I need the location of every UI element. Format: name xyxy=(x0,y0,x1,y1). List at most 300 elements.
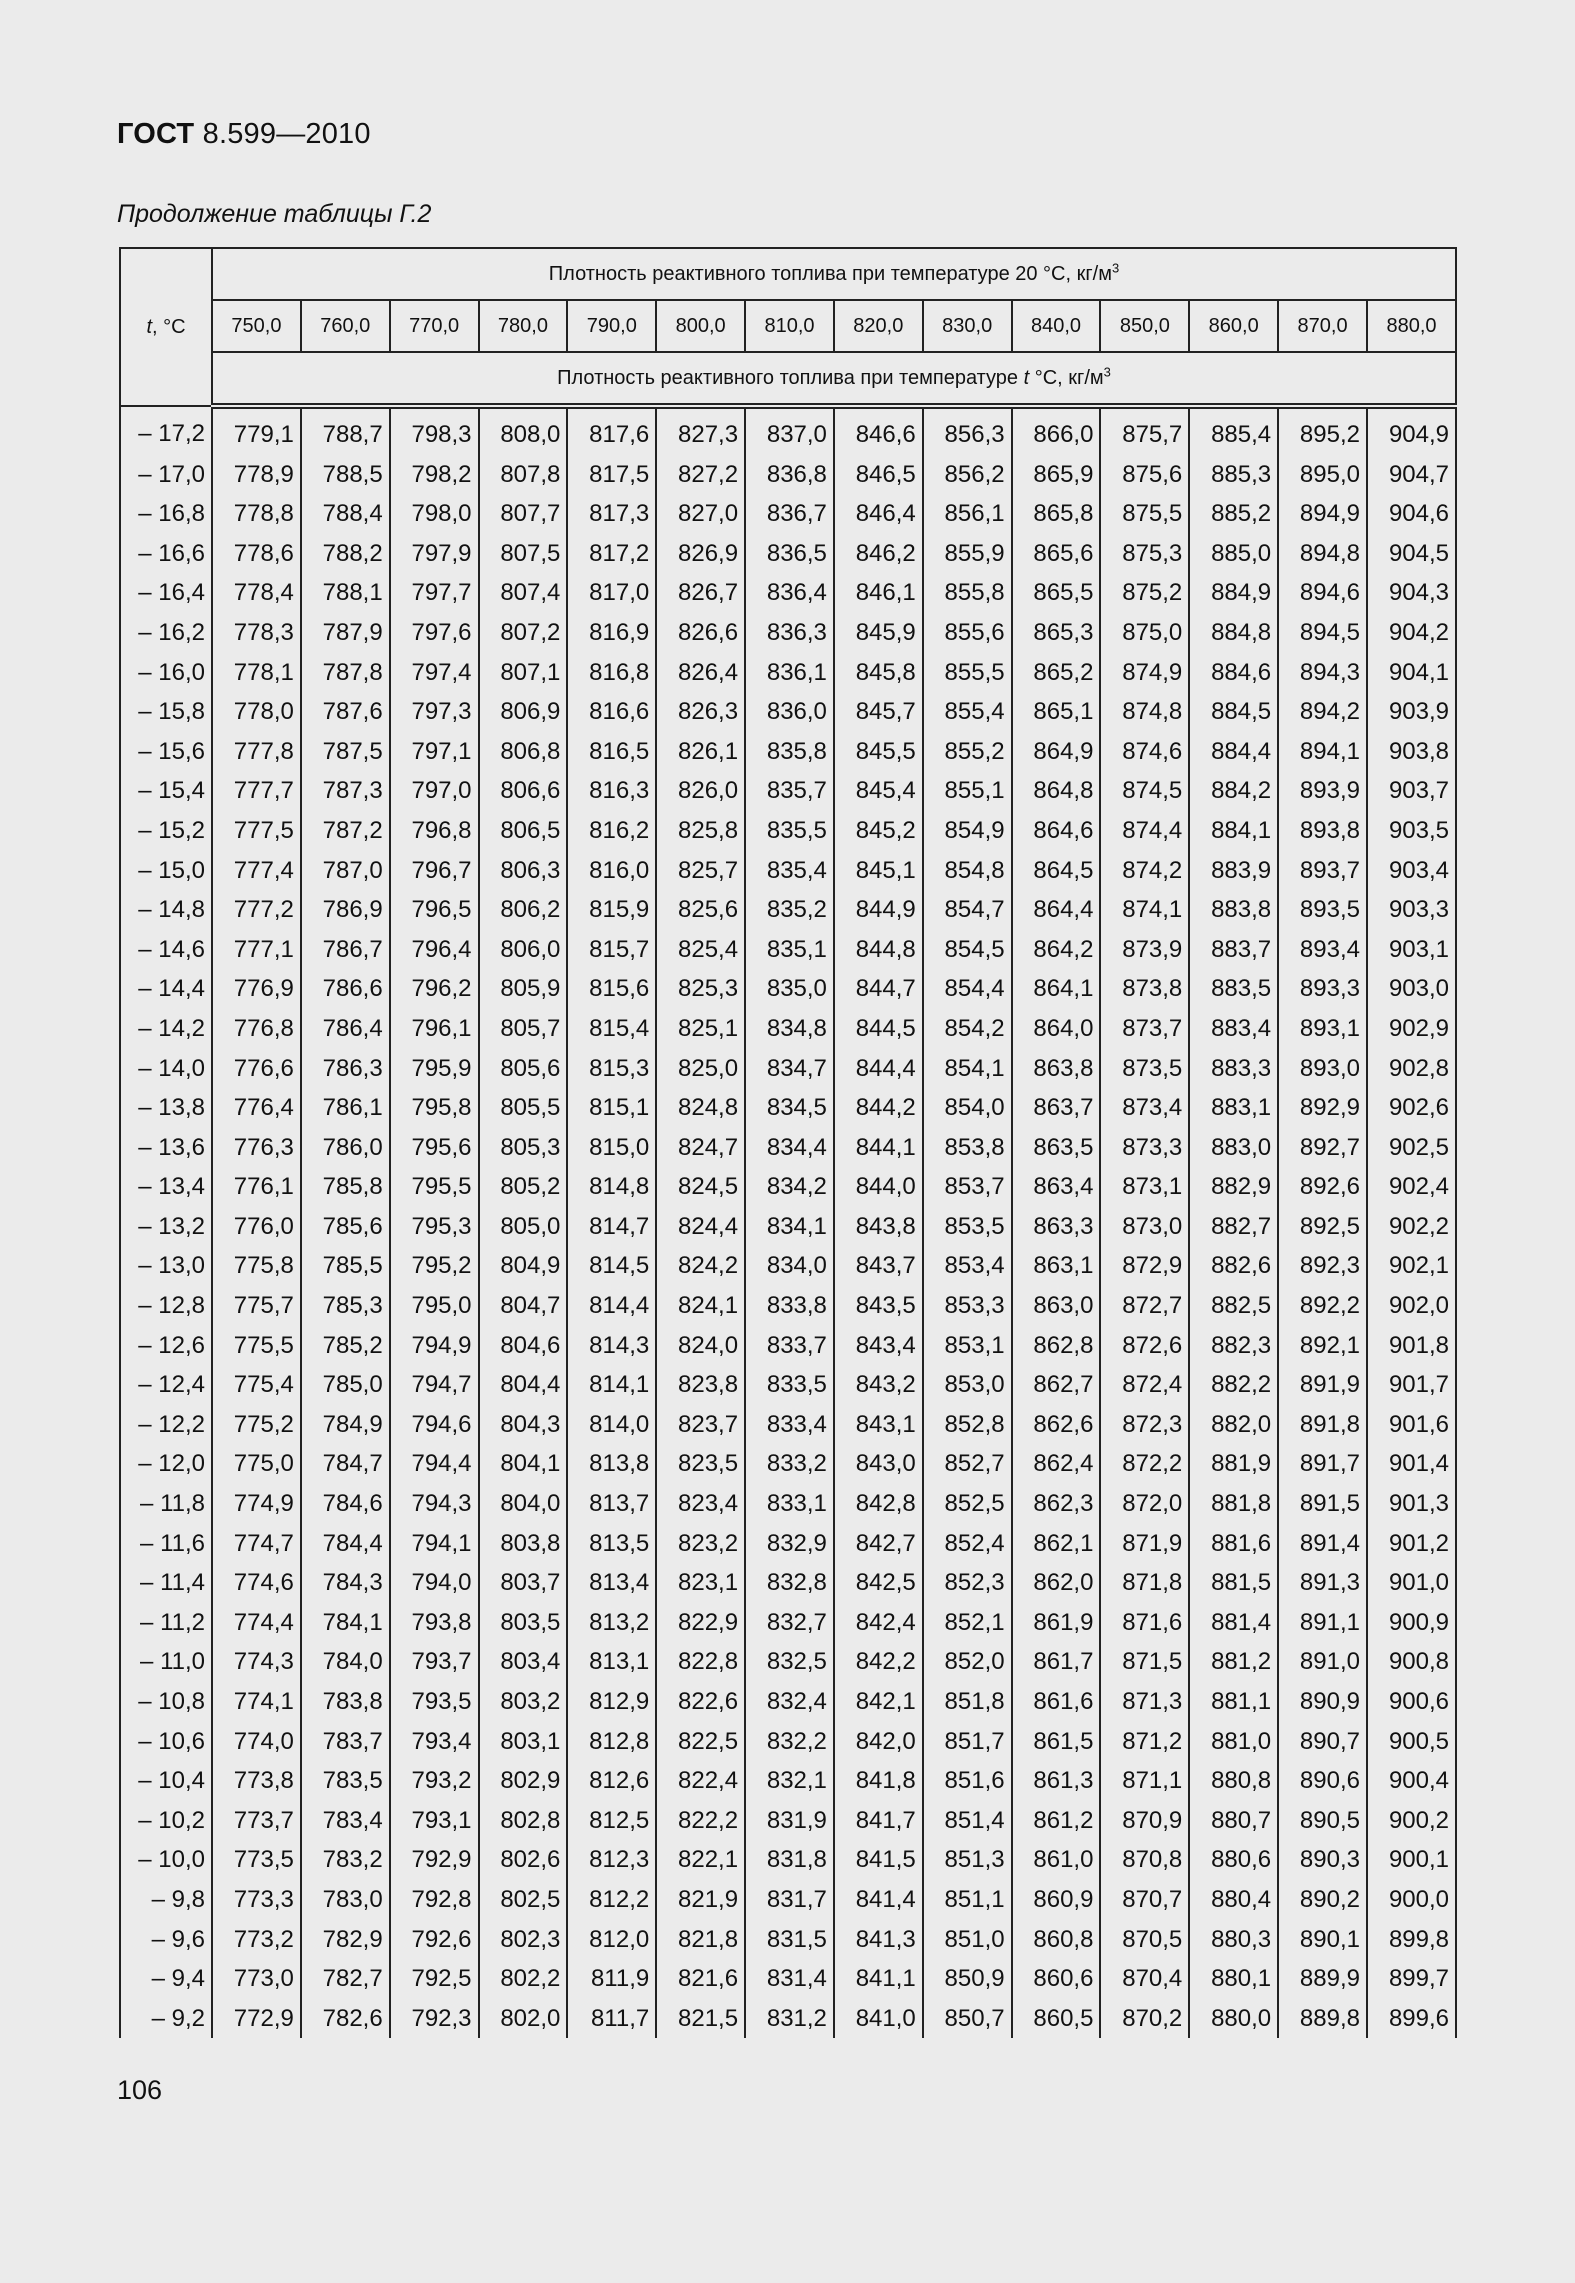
density-cell: 788,1 xyxy=(301,573,390,613)
density-cell: 812,9 xyxy=(567,1682,656,1722)
density-cell: 881,5 xyxy=(1189,1563,1278,1603)
density-cell: 814,8 xyxy=(567,1167,656,1207)
density-cell: 833,5 xyxy=(745,1365,834,1405)
density-cell: 861,5 xyxy=(1012,1722,1101,1762)
density-cell: 836,4 xyxy=(745,573,834,613)
density-cell: 843,7 xyxy=(834,1246,923,1286)
density-cell: 832,7 xyxy=(745,1603,834,1643)
density-cell: 850,7 xyxy=(923,1999,1012,2039)
density-cell: 835,8 xyxy=(745,732,834,772)
density-cell: 845,5 xyxy=(834,732,923,772)
density-cell: 827,3 xyxy=(656,406,745,455)
density-cell: 901,8 xyxy=(1367,1326,1456,1366)
density-cell: 797,9 xyxy=(390,534,479,574)
density-cell: 890,3 xyxy=(1278,1840,1367,1880)
density-cell: 806,3 xyxy=(479,851,568,891)
density-cell: 824,1 xyxy=(656,1286,745,1326)
density-cell: 776,3 xyxy=(212,1128,301,1168)
density-cell: 890,1 xyxy=(1278,1920,1367,1960)
density-cell: 822,8 xyxy=(656,1642,745,1682)
density-cell: 902,0 xyxy=(1367,1286,1456,1326)
density-cell: 893,5 xyxy=(1278,890,1367,930)
density-cell: 802,0 xyxy=(479,1999,568,2039)
density-cell: 786,6 xyxy=(301,969,390,1009)
density-cell: 854,1 xyxy=(923,1049,1012,1089)
density-cell: 775,0 xyxy=(212,1444,301,1484)
table-row xyxy=(120,930,1456,970)
temperature-cell: – 17,0 xyxy=(120,455,212,495)
density-cell: 776,6 xyxy=(212,1049,301,1089)
density-cell: 778,0 xyxy=(212,692,301,732)
density-cell: 841,0 xyxy=(834,1999,923,2039)
density-cell: 874,4 xyxy=(1100,811,1189,851)
density-cell: 788,7 xyxy=(301,406,390,455)
density-cell: 787,9 xyxy=(301,613,390,653)
density-cell: 851,7 xyxy=(923,1722,1012,1762)
table-row xyxy=(120,1246,1456,1286)
density-cell: 862,8 xyxy=(1012,1326,1101,1366)
density-cell: 871,2 xyxy=(1100,1722,1189,1762)
density-cell: 866,0 xyxy=(1012,406,1101,455)
density-cell: 904,9 xyxy=(1367,406,1456,455)
density-cell: 901,0 xyxy=(1367,1563,1456,1603)
density-cell: 788,4 xyxy=(301,494,390,534)
density-cell: 854,2 xyxy=(923,1009,1012,1049)
density-column-header: 760,0 xyxy=(301,300,390,352)
density-cell: 882,0 xyxy=(1189,1405,1278,1445)
table-row xyxy=(120,732,1456,772)
density-cell: 836,8 xyxy=(745,455,834,495)
density-cell: 900,5 xyxy=(1367,1722,1456,1762)
density-cell: 803,2 xyxy=(479,1682,568,1722)
density-column-header: 870,0 xyxy=(1278,300,1367,352)
density-cell: 892,5 xyxy=(1278,1207,1367,1247)
density-cell: 904,3 xyxy=(1367,573,1456,613)
density-cell: 873,0 xyxy=(1100,1207,1189,1247)
density-cell: 773,7 xyxy=(212,1801,301,1841)
density-cell: 884,4 xyxy=(1189,732,1278,772)
density-cell: 870,2 xyxy=(1100,1999,1189,2039)
density-cell: 854,5 xyxy=(923,930,1012,970)
density-cell: 823,8 xyxy=(656,1365,745,1405)
density-cell: 836,0 xyxy=(745,692,834,732)
density-cell: 871,9 xyxy=(1100,1524,1189,1564)
density-cell: 855,9 xyxy=(923,534,1012,574)
density-cell: 874,8 xyxy=(1100,692,1189,732)
temperature-cell: – 13,4 xyxy=(120,1167,212,1207)
density-cell: 870,9 xyxy=(1100,1801,1189,1841)
temperature-cell: – 16,6 xyxy=(120,534,212,574)
density-cell: 902,9 xyxy=(1367,1009,1456,1049)
table-row xyxy=(120,1049,1456,1089)
density-cell: 784,1 xyxy=(301,1603,390,1643)
density-cell: 786,4 xyxy=(301,1009,390,1049)
density-cell: 891,9 xyxy=(1278,1365,1367,1405)
density-cell: 778,1 xyxy=(212,653,301,693)
density-cell: 804,9 xyxy=(479,1246,568,1286)
density-cell: 894,3 xyxy=(1278,653,1367,693)
density-cell: 812,0 xyxy=(567,1920,656,1960)
temperature-cell: – 13,0 xyxy=(120,1246,212,1286)
density-cell: 804,7 xyxy=(479,1286,568,1326)
density-cell: 822,9 xyxy=(656,1603,745,1643)
density-cell: 842,7 xyxy=(834,1524,923,1564)
density-cell: 785,2 xyxy=(301,1326,390,1366)
density-cell: 802,6 xyxy=(479,1840,568,1880)
density-cell: 836,7 xyxy=(745,494,834,534)
density-cell: 834,8 xyxy=(745,1009,834,1049)
density-cell: 843,2 xyxy=(834,1365,923,1405)
table-row xyxy=(120,1642,1456,1682)
density-cell: 777,5 xyxy=(212,811,301,851)
density-cell: 803,5 xyxy=(479,1603,568,1643)
density-cell: 811,7 xyxy=(567,1999,656,2039)
temperature-cell: – 14,4 xyxy=(120,969,212,1009)
density-cell: 805,9 xyxy=(479,969,568,1009)
density-cell: 785,5 xyxy=(301,1246,390,1286)
table-row xyxy=(120,1722,1456,1762)
density-cell: 860,8 xyxy=(1012,1920,1101,1960)
density-cell: 798,3 xyxy=(390,406,479,455)
density-cell: 784,4 xyxy=(301,1524,390,1564)
density-cell: 774,1 xyxy=(212,1682,301,1722)
density-cell: 774,7 xyxy=(212,1524,301,1564)
density-cell: 787,3 xyxy=(301,771,390,811)
density-cell: 822,6 xyxy=(656,1682,745,1722)
density-cell: 825,0 xyxy=(656,1049,745,1089)
density-cell: 889,9 xyxy=(1278,1959,1367,1999)
density-cell: 881,4 xyxy=(1189,1603,1278,1643)
density-cell: 890,5 xyxy=(1278,1801,1367,1841)
density-cell: 853,3 xyxy=(923,1286,1012,1326)
density-cell: 872,9 xyxy=(1100,1246,1189,1286)
density-cell: 778,3 xyxy=(212,613,301,653)
density-cell: 816,9 xyxy=(567,613,656,653)
density-cell: 892,3 xyxy=(1278,1246,1367,1286)
density-cell: 895,2 xyxy=(1278,406,1367,455)
density-cell: 843,8 xyxy=(834,1207,923,1247)
density-cell: 824,4 xyxy=(656,1207,745,1247)
density-cell: 873,7 xyxy=(1100,1009,1189,1049)
density-cell: 797,1 xyxy=(390,732,479,772)
density-cell: 826,3 xyxy=(656,692,745,732)
density-cell: 851,3 xyxy=(923,1840,1012,1880)
density-cell: 815,1 xyxy=(567,1088,656,1128)
density-cell: 903,8 xyxy=(1367,732,1456,772)
temperature-cell: – 10,2 xyxy=(120,1801,212,1841)
density-cell: 779,1 xyxy=(212,406,301,455)
density-cell: 802,5 xyxy=(479,1880,568,1920)
page-number: 106 xyxy=(117,2075,163,2105)
temperature-cell: – 17,2 xyxy=(120,406,212,455)
density-cell: 894,5 xyxy=(1278,613,1367,653)
density-columns-row xyxy=(120,300,1456,352)
density-cell: 834,2 xyxy=(745,1167,834,1207)
density-cell: 900,0 xyxy=(1367,1880,1456,1920)
density-cell: 812,5 xyxy=(567,1801,656,1841)
density-cell: 783,7 xyxy=(301,1722,390,1762)
density-cell: 787,2 xyxy=(301,811,390,851)
density-cell: 824,2 xyxy=(656,1246,745,1286)
density-cell: 814,4 xyxy=(567,1286,656,1326)
density-cell: 786,7 xyxy=(301,930,390,970)
table-row xyxy=(120,1880,1456,1920)
density-cell: 902,1 xyxy=(1367,1246,1456,1286)
density-cell: 786,1 xyxy=(301,1088,390,1128)
density-cell: 845,9 xyxy=(834,613,923,653)
density-cell: 778,8 xyxy=(212,494,301,534)
density-column-header: 780,0 xyxy=(479,300,568,352)
density-cell: 855,2 xyxy=(923,732,1012,772)
table-row xyxy=(120,613,1456,653)
density-cell: 775,2 xyxy=(212,1405,301,1445)
density-cell: 900,6 xyxy=(1367,1682,1456,1722)
density-cell: 841,5 xyxy=(834,1840,923,1880)
density-cell: 841,4 xyxy=(834,1880,923,1920)
density-cell: 846,4 xyxy=(834,494,923,534)
density-cell: 788,5 xyxy=(301,455,390,495)
density-cell: 805,0 xyxy=(479,1207,568,1247)
density-cell: 891,3 xyxy=(1278,1563,1367,1603)
density-cell: 890,9 xyxy=(1278,1682,1367,1722)
density-cell: 862,4 xyxy=(1012,1444,1101,1484)
density-cell: 832,5 xyxy=(745,1642,834,1682)
density-cell: 884,1 xyxy=(1189,811,1278,851)
density-cell: 870,7 xyxy=(1100,1880,1189,1920)
density-cell: 797,0 xyxy=(390,771,479,811)
density-cell: 892,7 xyxy=(1278,1128,1367,1168)
gost-label: ГОСТ xyxy=(117,118,195,150)
density-cell: 786,9 xyxy=(301,890,390,930)
density-cell: 797,6 xyxy=(390,613,479,653)
density-cell: 823,4 xyxy=(656,1484,745,1524)
density-cell: 816,2 xyxy=(567,811,656,851)
density-cell: 814,0 xyxy=(567,1405,656,1445)
density-cell: 855,5 xyxy=(923,653,1012,693)
density-cell: 826,4 xyxy=(656,653,745,693)
density-cell: 862,0 xyxy=(1012,1563,1101,1603)
density-cell: 846,5 xyxy=(834,455,923,495)
density-cell: 834,7 xyxy=(745,1049,834,1089)
density-cell: 812,8 xyxy=(567,1722,656,1762)
density-cell: 893,0 xyxy=(1278,1049,1367,1089)
density-cell: 854,4 xyxy=(923,969,1012,1009)
density-cell: 778,4 xyxy=(212,573,301,613)
density-cell: 831,9 xyxy=(745,1801,834,1841)
density-cell: 844,8 xyxy=(834,930,923,970)
density-cell: 874,5 xyxy=(1100,771,1189,811)
density-cell: 904,6 xyxy=(1367,494,1456,534)
temperature-cell: – 15,4 xyxy=(120,771,212,811)
density-cell: 806,0 xyxy=(479,930,568,970)
density-cell: 824,8 xyxy=(656,1088,745,1128)
density-cell: 835,7 xyxy=(745,771,834,811)
density-cell: 842,5 xyxy=(834,1563,923,1603)
density-cell: 903,1 xyxy=(1367,930,1456,970)
density-cell: 795,3 xyxy=(390,1207,479,1247)
density-cell: 892,2 xyxy=(1278,1286,1367,1326)
temperature-cell: – 11,2 xyxy=(120,1603,212,1643)
density-cell: 865,3 xyxy=(1012,613,1101,653)
density-cell: 841,1 xyxy=(834,1959,923,1999)
density-cell: 797,7 xyxy=(390,573,479,613)
density-cell: 883,1 xyxy=(1189,1088,1278,1128)
density-cell: 860,9 xyxy=(1012,1880,1101,1920)
density-cell: 777,2 xyxy=(212,890,301,930)
density-cell: 795,9 xyxy=(390,1049,479,1089)
density-cell: 787,8 xyxy=(301,653,390,693)
density-cell: 883,9 xyxy=(1189,851,1278,891)
density-cell: 803,8 xyxy=(479,1524,568,1564)
density-cell: 802,3 xyxy=(479,1920,568,1960)
density-cell: 872,7 xyxy=(1100,1286,1189,1326)
density-cell: 795,0 xyxy=(390,1286,479,1326)
density-cell: 883,3 xyxy=(1189,1049,1278,1089)
density-cell: 831,4 xyxy=(745,1959,834,1999)
density-cell: 882,2 xyxy=(1189,1365,1278,1405)
density-cell: 814,5 xyxy=(567,1246,656,1286)
density-cell: 786,3 xyxy=(301,1049,390,1089)
density-cell: 802,9 xyxy=(479,1761,568,1801)
density-cell: 892,6 xyxy=(1278,1167,1367,1207)
density-cell: 875,5 xyxy=(1100,494,1189,534)
density-cell: 864,0 xyxy=(1012,1009,1101,1049)
density-cell: 863,8 xyxy=(1012,1049,1101,1089)
table-row xyxy=(120,1801,1456,1841)
density-cell: 852,8 xyxy=(923,1405,1012,1445)
density-cell: 861,6 xyxy=(1012,1682,1101,1722)
density-cell: 845,1 xyxy=(834,851,923,891)
density-cell: 861,3 xyxy=(1012,1761,1101,1801)
density-cell: 874,2 xyxy=(1100,851,1189,891)
temperature-cell: – 14,0 xyxy=(120,1049,212,1089)
density-cell: 836,3 xyxy=(745,613,834,653)
density-cell: 823,7 xyxy=(656,1405,745,1445)
table-row xyxy=(120,1603,1456,1643)
density-cell: 901,4 xyxy=(1367,1444,1456,1484)
density-cell: 890,6 xyxy=(1278,1761,1367,1801)
density-cell: 806,5 xyxy=(479,811,568,851)
density-cell: 884,2 xyxy=(1189,771,1278,811)
density-cell: 814,1 xyxy=(567,1365,656,1405)
density-cell: 831,7 xyxy=(745,1880,834,1920)
density-cell: 793,4 xyxy=(390,1722,479,1762)
table-row xyxy=(120,406,1456,455)
density-cell: 813,2 xyxy=(567,1603,656,1643)
density-cell: 871,5 xyxy=(1100,1642,1189,1682)
density-cell: 783,8 xyxy=(301,1682,390,1722)
density-cell: 805,3 xyxy=(479,1128,568,1168)
temperature-cell: – 16,8 xyxy=(120,494,212,534)
density-cell: 784,7 xyxy=(301,1444,390,1484)
density-cell: 834,4 xyxy=(745,1128,834,1168)
density-cell: 853,4 xyxy=(923,1246,1012,1286)
density-column-header: 830,0 xyxy=(923,300,1012,352)
density-cell: 836,1 xyxy=(745,653,834,693)
density-cell: 787,5 xyxy=(301,732,390,772)
density-column-header: 750,0 xyxy=(212,300,301,352)
density-cell: 891,4 xyxy=(1278,1524,1367,1564)
density-cell: 864,2 xyxy=(1012,930,1101,970)
table-row xyxy=(120,653,1456,693)
table-row xyxy=(120,851,1456,891)
density-cell: 834,0 xyxy=(745,1246,834,1286)
density-cell: 875,3 xyxy=(1100,534,1189,574)
density-cell: 783,2 xyxy=(301,1840,390,1880)
density-cell: 853,1 xyxy=(923,1326,1012,1366)
density-cell: 794,4 xyxy=(390,1444,479,1484)
density-cell: 851,4 xyxy=(923,1801,1012,1841)
table-row xyxy=(120,455,1456,495)
density-cell: 782,6 xyxy=(301,1999,390,2039)
table-row xyxy=(120,1167,1456,1207)
density-cell: 862,6 xyxy=(1012,1405,1101,1445)
density-cell: 805,7 xyxy=(479,1009,568,1049)
temperature-cell: – 12,2 xyxy=(120,1405,212,1445)
density-cell: 813,7 xyxy=(567,1484,656,1524)
density-column-header: 820,0 xyxy=(834,300,923,352)
density-cell: 893,3 xyxy=(1278,969,1367,1009)
density-column-header: 790,0 xyxy=(567,300,656,352)
table-row xyxy=(120,1761,1456,1801)
density-cell: 822,2 xyxy=(656,1801,745,1841)
density-cell: 827,0 xyxy=(656,494,745,534)
density-cell: 872,4 xyxy=(1100,1365,1189,1405)
density-cell: 873,4 xyxy=(1100,1088,1189,1128)
density-cell: 904,5 xyxy=(1367,534,1456,574)
density-cell: 776,9 xyxy=(212,969,301,1009)
density-cell: 854,7 xyxy=(923,890,1012,930)
density-cell: 776,0 xyxy=(212,1207,301,1247)
density-cell: 817,2 xyxy=(567,534,656,574)
density-cell: 804,3 xyxy=(479,1405,568,1445)
density-cell: 885,0 xyxy=(1189,534,1278,574)
table-row xyxy=(120,1484,1456,1524)
density-cell: 803,7 xyxy=(479,1563,568,1603)
density-cell: 861,9 xyxy=(1012,1603,1101,1643)
density-cell: 777,4 xyxy=(212,851,301,891)
density-cell: 861,0 xyxy=(1012,1840,1101,1880)
density-cell: 855,4 xyxy=(923,692,1012,732)
density-cell: 774,3 xyxy=(212,1642,301,1682)
density-cell: 871,8 xyxy=(1100,1563,1189,1603)
density-cell: 806,9 xyxy=(479,692,568,732)
density-cell: 833,1 xyxy=(745,1484,834,1524)
density-cell: 844,5 xyxy=(834,1009,923,1049)
density-cell: 873,3 xyxy=(1100,1128,1189,1168)
density-cell: 836,5 xyxy=(745,534,834,574)
density-cell: 783,0 xyxy=(301,1880,390,1920)
temperature-cell: – 13,8 xyxy=(120,1088,212,1128)
density-cell: 882,9 xyxy=(1189,1167,1278,1207)
density-cell: 875,6 xyxy=(1100,455,1189,495)
density-cell: 873,5 xyxy=(1100,1049,1189,1089)
density-cell: 794,7 xyxy=(390,1365,479,1405)
density-cell: 785,8 xyxy=(301,1167,390,1207)
density-cell: 902,6 xyxy=(1367,1088,1456,1128)
density-cell: 833,4 xyxy=(745,1405,834,1445)
temperature-cell: – 14,6 xyxy=(120,930,212,970)
density-cell: 885,2 xyxy=(1189,494,1278,534)
density-cell: 774,4 xyxy=(212,1603,301,1643)
density-cell: 851,8 xyxy=(923,1682,1012,1722)
density-cell: 804,6 xyxy=(479,1326,568,1366)
temperature-cell: – 9,8 xyxy=(120,1880,212,1920)
density-cell: 825,4 xyxy=(656,930,745,970)
density-cell: 815,4 xyxy=(567,1009,656,1049)
density-cell: 817,3 xyxy=(567,494,656,534)
temperature-cell: – 16,2 xyxy=(120,613,212,653)
